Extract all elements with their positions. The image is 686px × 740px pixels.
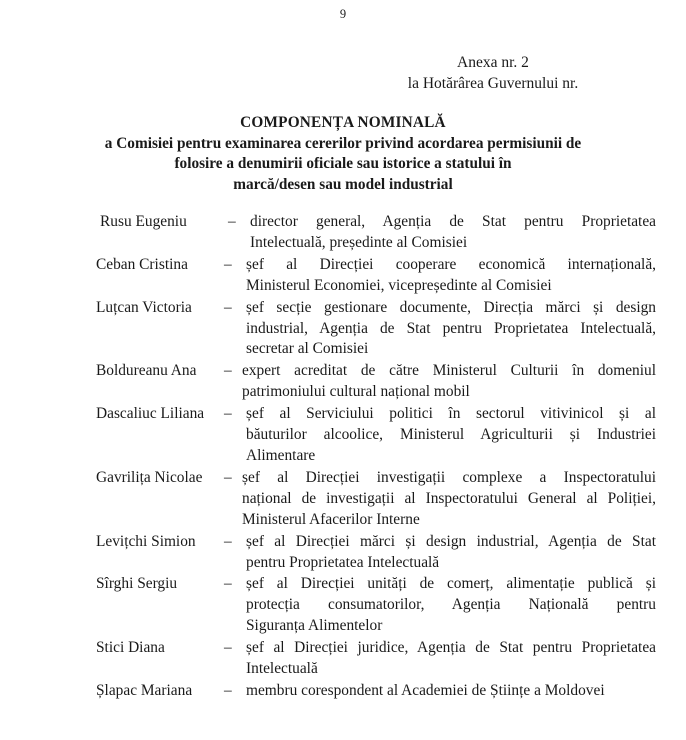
- member-separator-dash: –: [224, 405, 232, 423]
- member-description-line: șef al Serviciului politici în sectorul vitivinicol și al: [246, 405, 656, 423]
- member-description: [250, 212, 656, 254]
- member-name: Șlapac Mariana: [96, 681, 193, 699]
- member-description-line: industrial, Agenția de Stat pentru Proprietatea Intelectuală,: [246, 319, 656, 337]
- member-description-line: director general, Agenția de Stat pentru Proprietatea: [250, 213, 656, 230]
- member-separator-dash: –: [224, 468, 232, 486]
- member-description: [246, 298, 656, 361]
- member-description-line: Intelectuală: [246, 660, 318, 678]
- annex-government-decision-line: la Hotărârea Guvernului nr.: [407, 75, 579, 92]
- member-description: [246, 255, 656, 297]
- member-description-line: Intelectuală, președinte al Comisiei: [250, 233, 468, 251]
- member-description-line: Ministerul Economiei, vicepreședinte al Comisiei: [246, 276, 552, 294]
- member-description: [242, 361, 656, 403]
- title-line-3: folosire a denumirii oficiale sau istorice a statului în: [174, 155, 512, 172]
- member-separator-dash: –: [224, 255, 232, 273]
- member-description-line: șef secție gestionare documente, Direcția mărci și design: [246, 298, 656, 316]
- member-description-line: șef al Direcției mărci și design industrial, Agenția de Stat: [246, 532, 656, 550]
- member-description-line: Siguranța Alimentelor: [246, 617, 383, 635]
- member-name: Boldureanu Ana: [96, 362, 197, 380]
- member-row: [96, 255, 656, 297]
- member-name: Levițchi Simion: [96, 532, 196, 550]
- member-description: [246, 532, 656, 574]
- member-name: Stici Diana: [96, 639, 165, 657]
- member-name: Sîrghi Sergiu: [96, 575, 178, 593]
- member-row: [96, 468, 656, 531]
- member-name: Ceban Cristina: [96, 255, 188, 273]
- member-separator-dash: –: [224, 639, 232, 657]
- member-row: [96, 532, 656, 574]
- member-description-line: șef al Direcției juridice, Agenția de Stat pentru Proprietatea: [246, 639, 656, 657]
- title-line-2: a Comisiei pentru examinarea cererilor privind acordarea permisiunii de: [104, 134, 582, 152]
- member-description-line: băuturilor alcoolice, Ministerul Agriculturii și Industriei: [246, 426, 656, 444]
- member-separator-dash: –: [228, 213, 236, 230]
- member-description-line: membru corespondent al Academiei de Științe a Moldovei: [246, 681, 605, 699]
- member-description: [246, 404, 656, 467]
- member-row: [96, 298, 656, 361]
- member-description: [246, 638, 656, 680]
- member-description-line: pentru Proprietatea Intelectuală: [246, 553, 440, 571]
- member-separator-dash: –: [224, 532, 232, 550]
- member-separator-dash: –: [224, 575, 232, 593]
- member-description-line: protecția consumatorilor, Agenția Națională pentru: [246, 596, 656, 614]
- member-name: Dascaliuc Liliana: [96, 405, 205, 423]
- commission-member-list: [96, 212, 656, 703]
- member-description-line: secretar al Comisiei: [246, 340, 369, 358]
- member-description-line: Ministerul Afacerilor Interne: [242, 510, 420, 528]
- member-description-line: național de investigații al Inspectoratului General al Poliției,: [242, 489, 656, 507]
- member-separator-dash: –: [224, 362, 232, 380]
- member-description-line: patrimoniului cultural național mobil: [242, 383, 470, 401]
- annex-number-line: Anexa nr. 2: [457, 54, 529, 71]
- member-name: Gavrilița Nicolae: [96, 468, 203, 486]
- member-row: [96, 638, 656, 680]
- member-description-line: Alimentare: [246, 446, 316, 464]
- page-number: 9: [339, 7, 347, 21]
- member-description: [246, 574, 656, 637]
- member-separator-dash: –: [224, 298, 232, 316]
- member-description-line: șef al Direcției cooperare economică internațională,: [246, 255, 656, 273]
- document-title: [93, 113, 593, 195]
- member-name: Rusu Eugeniu: [100, 213, 187, 230]
- member-separator-dash: –: [224, 681, 232, 699]
- member-row: [96, 212, 656, 254]
- member-description-line: șef al Direcției unități de comerț, alimentație publică și: [246, 575, 656, 593]
- annex-reference-block: [343, 52, 643, 94]
- member-row: [96, 361, 656, 403]
- title-line-1: COMPONENȚA NOMINALĂ: [240, 114, 446, 131]
- member-row: [96, 681, 656, 702]
- member-name: Luțcan Victoria: [96, 298, 192, 316]
- member-description: [246, 681, 656, 702]
- member-description: [242, 468, 656, 531]
- member-description-line: șef al Direcției investigații complexe a Inspectoratului: [242, 468, 656, 486]
- member-row: [96, 404, 656, 467]
- member-description-line: expert acreditat de către Ministerul Culturii în domeniul: [242, 362, 656, 380]
- title-line-4: marcă/desen sau model industrial: [233, 175, 453, 193]
- member-row: [96, 574, 656, 637]
